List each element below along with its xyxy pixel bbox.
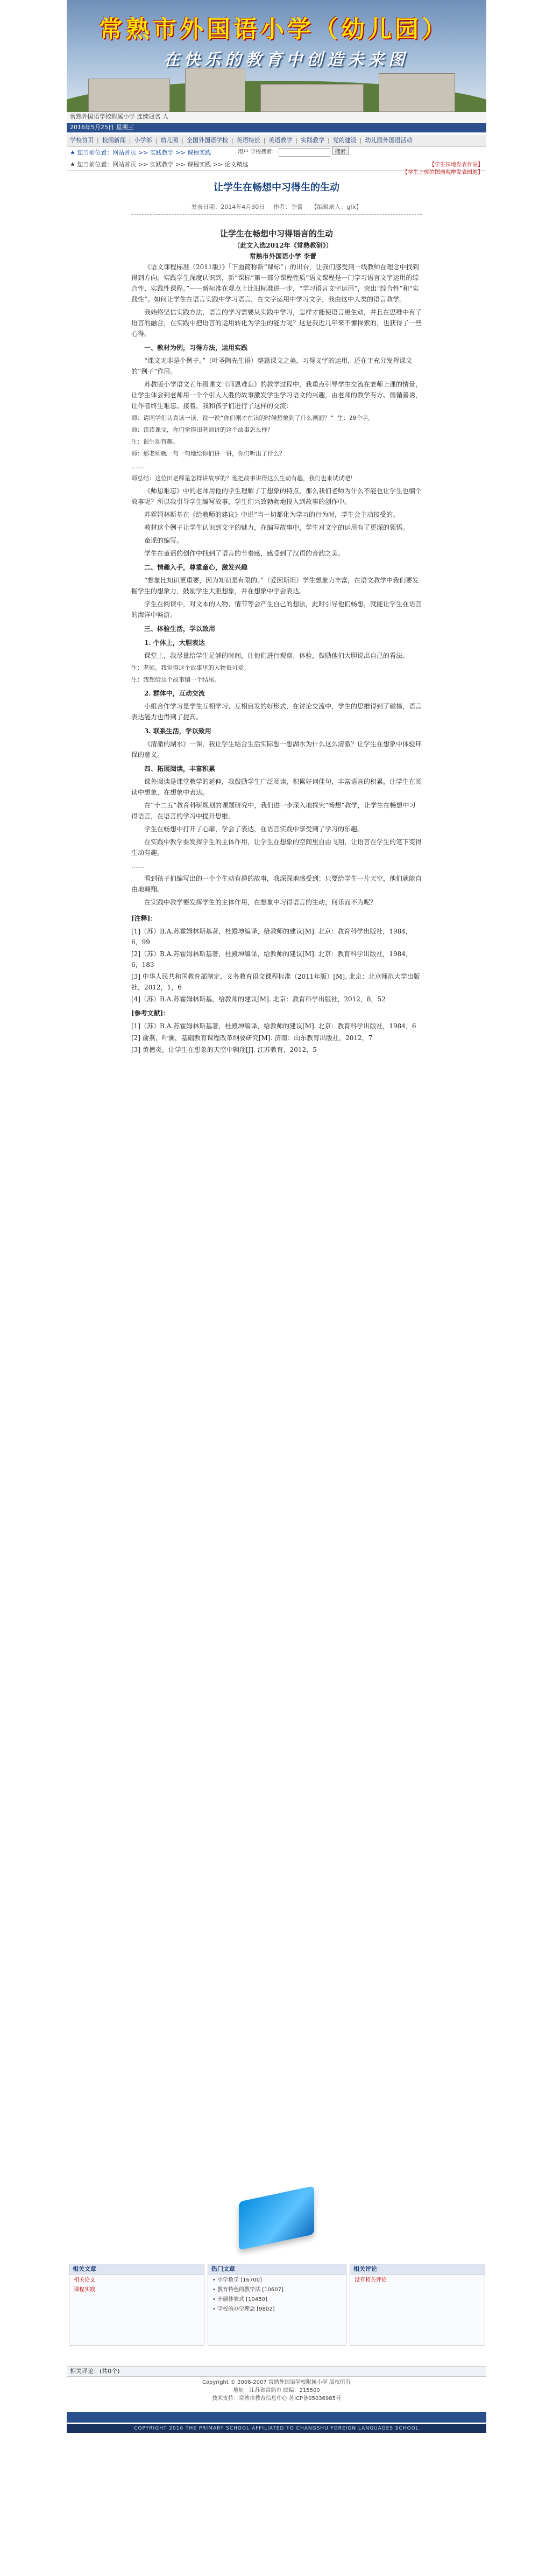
article-paragraph: 在“十二五”教育科研规划的课题研究中，我们进一步深入地探究“畅想”教学，让学生在畅想中习得语言，在语言的学习中提升思维。 xyxy=(131,802,416,820)
panel-item: 没有相关评论 xyxy=(355,2277,387,2283)
nav-item[interactable]: 实践教学 xyxy=(301,137,325,144)
article-paragraph: 在实践中教学要发挥学生的主体作用，在想象中习得语言的生动，何乐而不为呢？ xyxy=(144,899,377,906)
side-links xyxy=(402,162,483,177)
article-paragraph: 1. 个体上，大胆表达 xyxy=(144,639,205,647)
nav-item[interactable]: 全国外国语学校 xyxy=(186,137,228,144)
nav-separator: | xyxy=(181,137,183,144)
sub-line xyxy=(67,112,486,122)
date-text: 2016年5月25日 星期三 xyxy=(70,124,134,131)
article-title: 让学生在畅想中习得生的生动 xyxy=(214,182,339,193)
nav-item[interactable]: 学校首页 xyxy=(70,137,94,144)
footer-copyright: Copyright © 2006-2007 常熟外国语学校附属小学 版权所有 xyxy=(202,2380,351,2385)
panel-item[interactable]: • 学校的办学理念 [9802] xyxy=(212,2306,275,2312)
article-paragraph: 学生在童谣的创作中找到了语言的节奏感，感受到了汉语的音韵之美。 xyxy=(144,550,345,557)
footer-english: COPYRIGHT 2016 THE PRIMARY SCHOOL AFFILIATED TO CHANGSHU FOREIGN LANGUAGES SCHOOL xyxy=(67,2424,486,2433)
banner-building xyxy=(260,84,364,112)
reference-item: [2] 俞燕，叶澜，基础教育课程改革纲要研究[M]. 济南：山东教育出版社，2012，7 xyxy=(131,1034,373,1042)
article-paragraph: 《语文课程标准（2011版）》「下面简称新“课标”」的出台，让我们感受到一线教师在理念中找到得到方向。实践学生深度认识到，新“课标”第一部分课程性质“语文课程是一门学习语言文字运用的综合性、实践性课程。”——新标准在观点上比旧标准进一步，“学习语言文字运用”，突出“综合性”和“实践性”。如何让学生在语言实践中学习语言，在文字运用中学习文字，我由这中人类的语言教学。 xyxy=(131,263,419,303)
comments-bar xyxy=(67,2366,486,2377)
article-paragraph: 师：那老师就一句一句地给你们讲一讲，你们听出了什么？ xyxy=(131,450,285,457)
footer xyxy=(67,2378,486,2411)
nav-separator: | xyxy=(328,137,330,144)
article-paragraph: 三、体验生活，学以致用 xyxy=(144,625,216,633)
nav-item[interactable]: 幼儿园 xyxy=(160,137,179,144)
user-label: 用户 xyxy=(238,149,249,155)
banner-building xyxy=(379,73,455,112)
nav-item[interactable]: 小学部 xyxy=(134,137,152,144)
article-paragraph: 课外阅读是课堂教学的延伸，我鼓励学生广泛阅读，积累好词佳句，丰富语言的积累，让学生在阅读中想象，在想象中表达。 xyxy=(131,778,422,796)
main-nav xyxy=(67,135,486,147)
article-byline: 常熟市外国语小学 李蕾 xyxy=(249,252,317,260)
article-paragraph: 小组合作学习是学生互相学习、互相启发的好形式，在讨论交流中，学生的思维得到了碰撞，语言表达能力也得到了提高。 xyxy=(131,703,422,721)
nav-separator: | xyxy=(295,137,298,144)
banner-building xyxy=(88,79,170,112)
panel-hot-articles xyxy=(208,2264,346,2346)
references xyxy=(131,913,422,1055)
side-link-drawings[interactable]: 【学生上传的图画观摩发表园地】 xyxy=(402,170,483,176)
article-paragraph: 师：读读课文，你们觉得田老师讲的这个故事怎么样？ xyxy=(131,426,273,433)
nav-separator: | xyxy=(231,137,233,144)
article-paragraph: 四、拓展阅读，丰富积累 xyxy=(144,765,216,773)
search-button[interactable]: 搜索 xyxy=(332,146,349,155)
article-paragraph: 生：我想给这个故事编一个结尾。 xyxy=(131,676,220,683)
breadcrumb-text[interactable]: ★ 您当前位置：网站首页 >> 实践教学 >> 课程实践 >> 论文精选 xyxy=(70,161,249,168)
panel-related-articles xyxy=(69,2264,204,2346)
nav-item[interactable]: 党的建设 xyxy=(332,137,357,144)
nav-item[interactable]: 英语特长 xyxy=(236,137,260,144)
article-paragraph: 我始终坚信实践方法，语言的学习需要从实践中学习，怎样才能使语言更生动，并且在思维中有了语言的融合，在实践中把语言的运用转化为学生的能力呢？这是我近几年来不懈探索的，也获得了一些心得。 xyxy=(131,308,422,338)
reference-item: [3] 中华人民共和国教育部制定，义务教育语文课程标准（2011年版）[M]. 北京：北京师范大学出版社，2012，1，6 xyxy=(131,973,420,991)
more-refs-list xyxy=(131,1021,422,1055)
article-paragraph: 教材这个例子让学生认识到文字的魅力，在编写故事中，学生对文字的运用有了更深的领悟。 xyxy=(144,524,409,531)
reference-item: [1]（苏）B.A.苏霍姆林斯基著，杜殿坤编译，给教师的建议[M]. 北京：教育科学出版社，1984，6 xyxy=(131,1022,416,1030)
footer-strip xyxy=(67,2412,486,2423)
nav-separator: | xyxy=(263,137,266,144)
panel-item[interactable]: 课程实践 xyxy=(74,2287,95,2293)
article-paragraph: 生：老师，我觉得这个故事里的人物很可爱。 xyxy=(131,664,250,671)
notice-line xyxy=(67,149,486,157)
panel-item[interactable]: • 教育特色的教学法 [10607] xyxy=(212,2287,283,2293)
article-paragraph: 童谣的编写。 xyxy=(144,537,183,544)
notice-text: ★ 您当前位置：网站首页 >> 实践教学 >> 课程实践 xyxy=(70,149,211,156)
date-bar xyxy=(67,123,486,132)
more-refs-title: [参考文献]： xyxy=(131,1009,170,1017)
article-paragraph: 3. 联系生活，学以致用 xyxy=(144,727,211,735)
reference-item: [3] 黄德炎，让学生在想象的天空中翱翔[J]. 江苏教育，2012，5 xyxy=(131,1046,317,1054)
nav-item[interactable]: 校园新闻 xyxy=(102,137,126,144)
article-subheading: （此文入选2012年《常熟教研》） xyxy=(233,242,332,249)
article-paragraph: 一、教材为例，习得方法，运用实践 xyxy=(144,344,248,352)
panel-title: 相关评论 xyxy=(350,2264,485,2275)
footer-support: 技术支持：常熟市教育信息中心 苏ICP备05036985号 xyxy=(211,2396,342,2402)
article-paragraph: 2. 群体中，互动交流 xyxy=(144,690,205,697)
search-label: 学校搜索： xyxy=(250,149,278,155)
article-paragraph: “想象比知识更重要，因为知识是有限的。”（爱因斯坦）学生想象力丰富，在语文教学中我们要发掘学生的想象力，鼓励学生大胆想象，并在想象中学会表达。 xyxy=(131,577,419,595)
panel-title: 热门文章 xyxy=(208,2264,346,2275)
nav-separator: | xyxy=(129,137,131,144)
article-heading: 让学生在畅想中习得语言的生动 xyxy=(219,229,333,238)
article-paragraph: …… xyxy=(131,862,144,869)
article-paragraph: “课文无非是个例子。”（叶圣陶先生语）整篇课文之美，习得文字的运用，还在于充分发挥课文的“例子”作用。 xyxy=(131,357,413,375)
banner-building xyxy=(185,68,245,112)
panel-title: 相关文章 xyxy=(69,2264,204,2275)
article-date: 发表日期：2014年4月30日 xyxy=(191,203,265,210)
article-paragraph: 二、情趣入手，尊重童心，激发兴趣 xyxy=(144,564,248,571)
article-info xyxy=(67,202,486,211)
panel-item[interactable]: 相关论文 xyxy=(74,2277,95,2283)
article-paragraphs xyxy=(131,262,422,908)
article-paragraph: 学生在阅读中，对文本的人物、情节等会产生自己的想法，此时引导他们畅想，就能让学生在语言的海洋中畅游。 xyxy=(131,600,422,619)
reference-item: [1]（苏）B.A.苏霍姆林斯基著，杜殿坤编译，给教师的建议[M]. 北京：教育科学出版社，1984，6，99 xyxy=(131,928,412,946)
article-editor[interactable]: 【编辑录入：gfx】 xyxy=(311,203,362,210)
main-column xyxy=(67,0,486,2576)
nav-item[interactable]: 英语教学 xyxy=(268,137,293,144)
sub-line-text: 常熟外国语学校附属小学 连续冠名 人 xyxy=(70,113,168,120)
panel-item[interactable]: • 开展体验式 [10450] xyxy=(212,2297,267,2303)
side-link-works[interactable]: 【学生园地发表作品】 xyxy=(429,162,483,168)
panel-item[interactable]: • 小学数学 [16700] xyxy=(212,2277,262,2283)
reference-item: [4]（苏）B.A.苏霍姆林斯基，给教师的建议[M]. 北京：教育科学出版社，2012，8，52 xyxy=(131,995,386,1003)
header-banner xyxy=(67,0,486,112)
reference-item: [2]（苏）B.A.苏霍姆林斯基著，杜殿坤编译，给教师的建议[M]. 北京：教育科学出版社，1984，6，183 xyxy=(131,950,412,968)
nav-separator: | xyxy=(155,137,158,144)
article-paragraph: 生：很生动有趣。 xyxy=(131,438,179,445)
article-paragraph: …… xyxy=(131,462,144,470)
school-slogan: 在快乐的教育中创造未来图 xyxy=(164,51,409,69)
article-body xyxy=(131,226,422,1056)
article-author: 作者：李蕾 xyxy=(273,203,303,210)
article-paragraph: 在实践中教学要发挥学生的主体作用，让学生在想象的空间里自由飞翔，让语言在学生的笔下变得生动有趣。 xyxy=(131,838,422,857)
refs-title: [注释]： xyxy=(131,915,157,922)
nav-separator: | xyxy=(359,137,362,144)
refs-list xyxy=(131,926,422,1005)
article-paragraph: 看到孩子们编写出的一个个生动有趣的故事，我深深地感受到：只要给学生一片天空，他们就能自由地翱翔。 xyxy=(131,875,422,893)
article-paragraph: 课堂上，我尽量给学生足够的时间，让他们进行观察、体验，鼓励他们大胆说出自己的看法。 xyxy=(144,652,409,659)
article-paragraph: 师：请同学们认真读一读，说一说“你们刚才在读的时候想象到了什么画面？” 生：20个字。 xyxy=(131,415,374,422)
article-paragraph: 苏霍姆林斯基在《给教师的建议》中说“当一切都化为学习的行为时，学生会主动接受的。 xyxy=(144,511,400,518)
article-divider xyxy=(131,214,422,215)
nav-separator: | xyxy=(97,137,99,144)
bottom-panels xyxy=(67,2264,486,2350)
nav-item[interactable]: 幼儿园外国语活动 xyxy=(365,137,413,144)
decorative-box-graphic xyxy=(239,2186,314,2250)
footer-address: 地址：江苏省常熟市 邮编：215500 xyxy=(233,2388,320,2393)
comments-count[interactable]: 相关评论：(共0个) xyxy=(70,2368,120,2375)
article-paragraph: 《清澈的湖水》一课，我让学生结合生活实际想一想湖水为什么这么清澈？让学生在想象中体验环保的意义。 xyxy=(131,740,422,759)
panel-related-comments xyxy=(350,2264,485,2346)
article-paragraph: 《师恩难忘》中的老师用他的学生理解了丁想象的特点，那么我们老师为什么不能也让学生也编个故事呢？所以我引导学生编写故事，学生们兴致勃勃地投入到故事的创作中。 xyxy=(131,487,422,506)
article-paragraph: 学生在畅想中打开了心扉，学会了表达，在语言实践中享受到了学习的乐趣。 xyxy=(144,825,364,833)
article-paragraph: 师总结：这位田老师是怎样讲故事的？他把故事讲得这么生动有趣，我们也来试试吧！ xyxy=(131,475,356,482)
school-name: 常熟市外国语小学（幼儿园） xyxy=(99,16,449,43)
article-paragraph: 苏教版小学语文五年级课文《师恩难忘》的教学过程中，我重点引导学生交流在老师上课的情景，让学生体会到老师用一个个引人入胜的故事激发学生学习语文的兴趣，由老师的教学有方、循循善诱，让作者终生难忘。接着，我和孩子们进行了这样的交流： xyxy=(131,381,422,410)
